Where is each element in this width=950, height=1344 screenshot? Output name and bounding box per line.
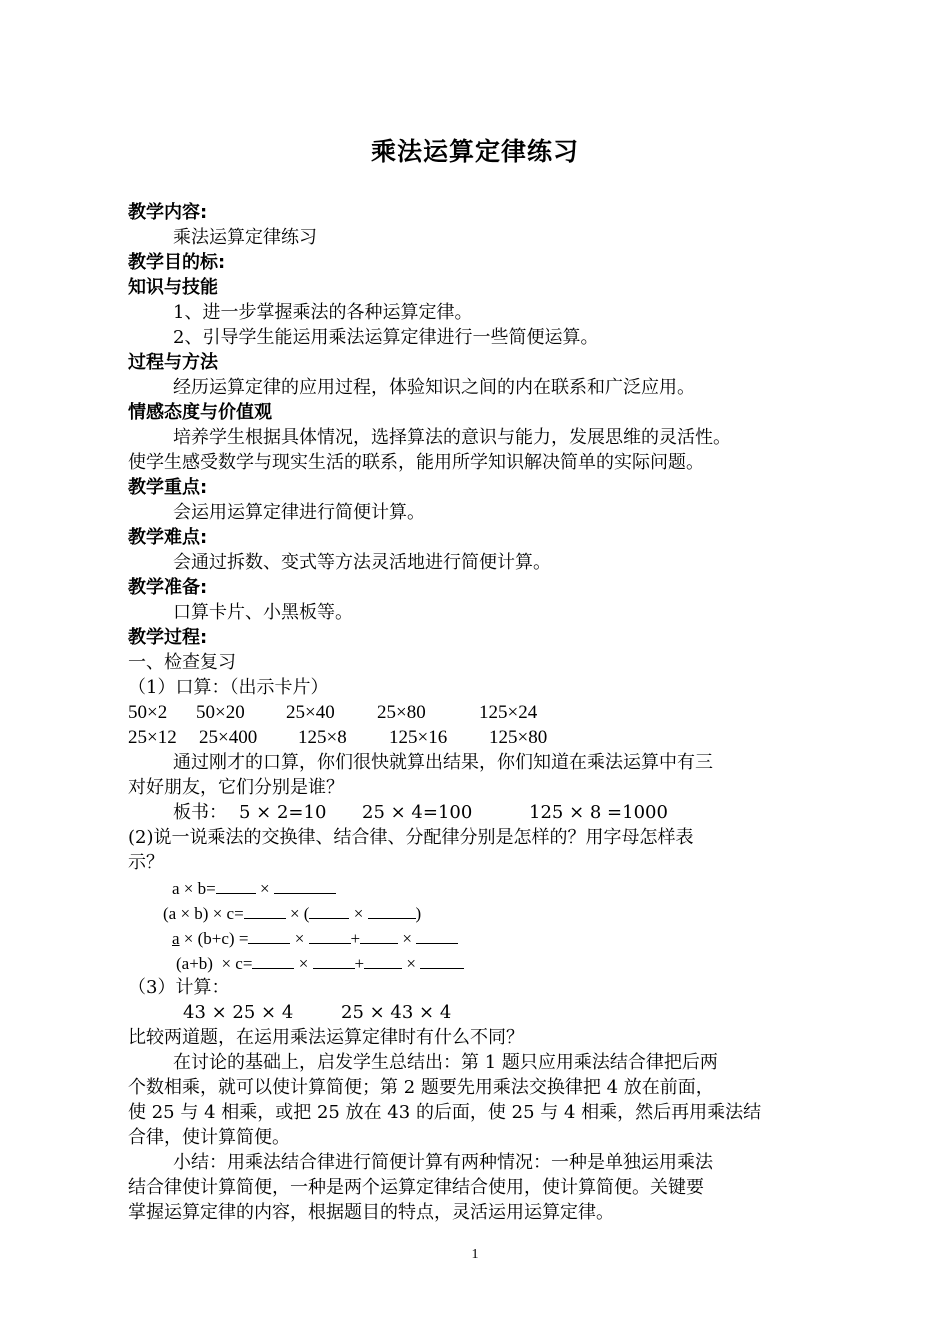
friends-text-2: 对好朋友，它们分别是谁？	[128, 777, 344, 798]
summary-line-2: 结合律使计算简便，一种是两个运算定律结合使用，使计算简便。关键要	[128, 1177, 704, 1198]
discussion-line-3: 使 25 与 4 相乘，或把 25 放在 43 的后面，使 25 与 4 相乘，然后再用乘法结	[128, 1102, 762, 1123]
answer-blank[interactable]	[368, 900, 416, 919]
oral-item: 50×2	[128, 702, 168, 723]
formula-text: ×	[353, 904, 364, 923]
key-heading: 教学重点:	[128, 477, 208, 498]
answer-blank[interactable]	[309, 900, 349, 919]
discussion-line-4: 合律，使计算简便。	[128, 1127, 290, 1148]
emotion-text-1: 培养学生根据具体情况，选择算法的意识与能力，发展思维的灵活性。	[173, 427, 731, 448]
formula-distributive-2	[176, 950, 464, 976]
knowledge-item-1: 1、进一步掌握乘法的各种运算定律。	[173, 302, 473, 323]
key-text: 会运用运算定律进行简便计算。	[173, 502, 425, 523]
board-item: 25 × 4=100	[362, 802, 473, 823]
oral-item: 50×20	[196, 702, 245, 723]
oral-item: 125×80	[489, 727, 548, 748]
oral-label: （1）口算：（出示卡片）	[128, 677, 329, 698]
answer-blank[interactable]	[420, 950, 464, 969]
knowledge-heading: 知识与技能	[128, 277, 218, 298]
formula-text: × (	[289, 904, 310, 923]
section-review: 一、检查复习	[128, 652, 236, 673]
formula-commutative	[172, 875, 336, 901]
formula-text: +	[350, 929, 361, 948]
formula-text: ×	[402, 929, 412, 948]
calc-item: 25 × 43 × 4	[341, 1002, 452, 1023]
oral-item: 25×80	[377, 702, 426, 723]
formula-text: × (b+c) =	[183, 929, 249, 948]
emotion-text-2: 使学生感受数学与现实生活的联系，能用所学知识解决简单的实际问题。	[128, 452, 704, 473]
answer-blank[interactable]	[309, 925, 351, 944]
friends-text-1: 通过刚才的口算，你们很快就算出结果，你们知道在乘法运算中有三	[173, 752, 713, 773]
answer-blank[interactable]	[216, 875, 256, 894]
formula-text: ×	[259, 879, 270, 898]
summary-line-3: 掌握运算定律的内容，根据题目的特点，灵活运用运算定律。	[128, 1202, 614, 1223]
calc-items	[183, 1000, 451, 1025]
formula-text: (a+b) × c=	[176, 954, 253, 973]
knowledge-item-2: 2、引导学生能运用乘法运算定律进行一些简便运算。	[173, 327, 599, 348]
emotion-heading: 情感态度与价值观	[128, 402, 272, 423]
answer-blank[interactable]	[416, 925, 458, 944]
answer-blank[interactable]	[360, 925, 398, 944]
prep-heading: 教学准备:	[128, 577, 208, 598]
content-text: 乘法运算定律练习	[173, 227, 317, 248]
board-item: 5 × 2=10	[239, 802, 327, 823]
oral-item: 25×12	[128, 727, 177, 748]
formula-text: )	[415, 904, 422, 923]
process-heading: 过程与方法	[128, 352, 218, 373]
question-2-line-1: (2)说一说乘法的交换律、结合律、分配律分别是怎样的？用字母怎样表	[128, 827, 694, 848]
formula-text: +	[354, 954, 365, 973]
board-label: 板书：	[173, 802, 227, 823]
formula-text: a × b=	[172, 879, 216, 898]
discussion-line-2: 个数相乘，就可以使计算简便；第 2 题要先用乘法交换律把 4 放在前面，	[128, 1077, 714, 1098]
oral-row-2	[128, 725, 547, 750]
difficulty-heading: 教学难点:	[128, 527, 208, 548]
formula-text: ×	[294, 929, 305, 948]
oral-row-1	[128, 700, 537, 725]
board-line	[173, 800, 668, 825]
discussion-line-1: 在讨论的基础上，启发学生总结出：第 1 题只应用乘法结合律把后两	[173, 1052, 718, 1073]
page-number: 1	[471, 1247, 479, 1262]
difficulty-text: 会通过拆数、变式等方法灵活地进行简便计算。	[173, 552, 551, 573]
content-heading: 教学内容:	[128, 202, 208, 223]
formula-text: ×	[298, 954, 309, 973]
summary-line-1: 小结：用乘法结合律进行简便计算有两种情况：一种是单独运用乘法	[173, 1152, 713, 1173]
answer-blank[interactable]	[313, 950, 355, 969]
calc-label: （3）计算：	[128, 977, 230, 998]
oral-item: 125×8	[298, 727, 347, 748]
process-text: 经历运算定律的应用过程，体验知识之间的内在联系和广泛应用。	[173, 377, 695, 398]
prep-text: 口算卡片、小黑板等。	[173, 602, 353, 623]
calc-item: 43 × 25 × 4	[183, 1002, 294, 1023]
formula-text: (a × b) × c=	[163, 904, 244, 923]
answer-blank[interactable]	[364, 950, 402, 969]
formula-associative	[163, 900, 421, 926]
board-item: 125 × 8 =1000	[529, 802, 668, 823]
procedure-heading: 教学过程:	[128, 627, 208, 648]
answer-blank[interactable]	[248, 925, 290, 944]
formula-text: a	[172, 929, 180, 948]
oral-item: 125×16	[389, 727, 448, 748]
compare-text: 比较两道题，在运用乘法运算定律时有什么不同？	[128, 1027, 524, 1048]
oral-item: 25×400	[199, 727, 258, 748]
formula-distributive-1	[172, 925, 458, 951]
answer-blank[interactable]	[252, 950, 294, 969]
goals-heading: 教学目的标:	[128, 252, 226, 273]
question-2-line-2: 示？	[128, 852, 164, 873]
oral-item: 25×40	[286, 702, 335, 723]
answer-blank[interactable]	[274, 875, 336, 894]
answer-blank[interactable]	[244, 900, 286, 919]
page-title: 乘法运算定律练习	[370, 137, 579, 166]
formula-text: ×	[406, 954, 416, 973]
oral-item: 125×24	[479, 702, 538, 723]
